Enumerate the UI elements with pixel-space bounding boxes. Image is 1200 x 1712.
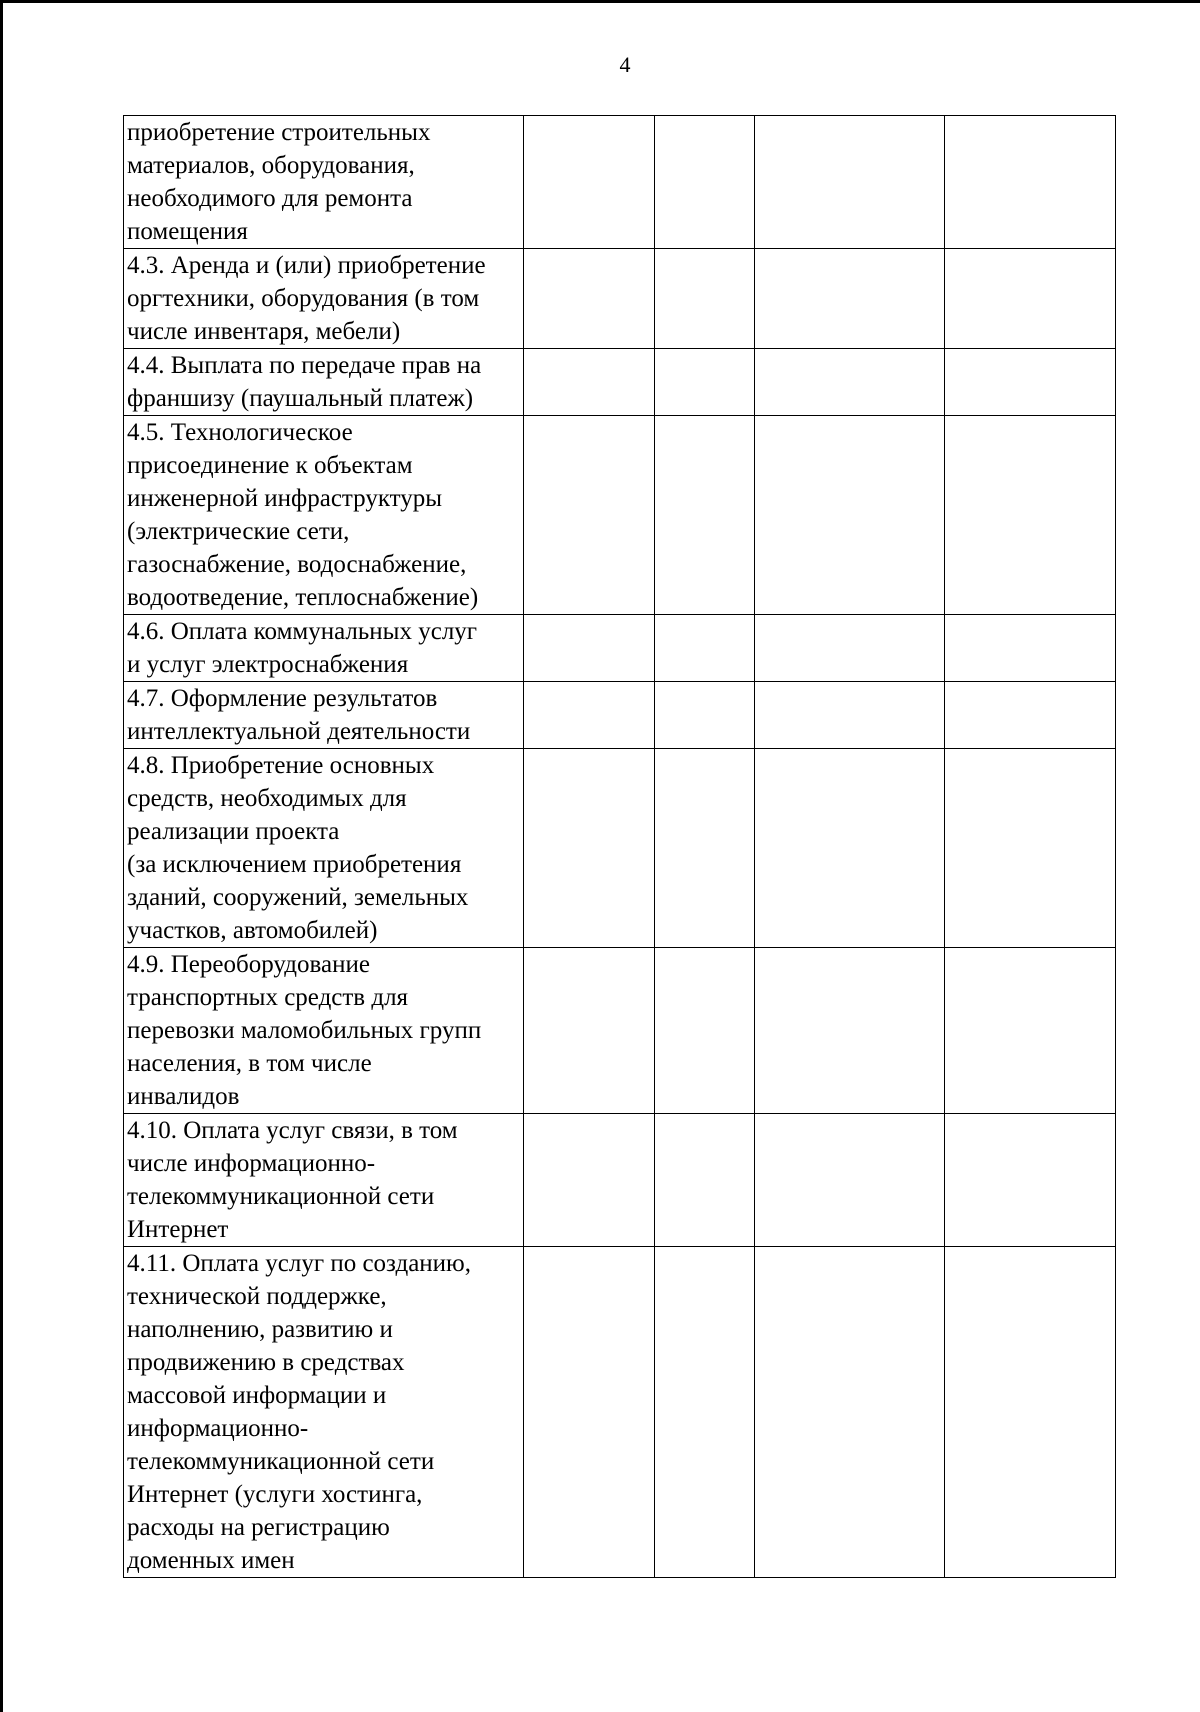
item-text: 4.4. Выплата по передаче прав на франшизу (паушальный платеж) <box>127 352 482 412</box>
value-cell <box>945 116 1116 249</box>
value-cell <box>755 749 945 948</box>
value-cell <box>945 416 1116 615</box>
value-cell <box>524 1114 655 1247</box>
value-cell <box>755 349 945 416</box>
value-cell <box>945 1114 1116 1247</box>
item-text: 4.5. Технологическое присоединение к объектам инженерной инфраструктуры (электрические сети, газоснабжение, водоснабжение, водоотведение, теплоснабжение) <box>127 419 479 611</box>
table-row <box>124 249 1116 349</box>
value-cell <box>945 615 1116 682</box>
value-cell <box>524 682 655 749</box>
value-cell <box>945 948 1116 1114</box>
value-cell <box>524 416 655 615</box>
page-left-border <box>0 0 3 1712</box>
item-name-cell <box>124 1247 524 1578</box>
item-text: 4.3. Аренда и (или) приобретение оргтехники, оборудования (в том числе инвентаря, мебели) <box>127 252 486 345</box>
table-row <box>124 1114 1116 1247</box>
item-name-cell <box>124 416 524 615</box>
item-text: 4.11. Оплата услуг по созданию, технической поддержке, наполнению, развитию и продвижению в средствах массовой информации и информационно- телекоммуникационной сети Интернет (услуги хостинга, расходы на регистрацию доменных имен <box>127 1250 471 1574</box>
value-cell <box>524 749 655 948</box>
table-row <box>124 615 1116 682</box>
table-row <box>124 1247 1116 1578</box>
value-cell <box>755 615 945 682</box>
table-row <box>124 682 1116 749</box>
item-name-cell <box>124 349 524 416</box>
value-cell <box>755 249 945 349</box>
page-top-border <box>0 0 1200 3</box>
item-text: 4.9. Переоборудование транспортных средств для перевозки маломобильных групп населения, в том числе инвалидов <box>127 951 482 1110</box>
item-name-cell <box>124 1114 524 1247</box>
item-name-cell <box>124 682 524 749</box>
value-cell <box>755 1247 945 1578</box>
value-cell <box>655 116 755 249</box>
value-cell <box>655 1247 755 1578</box>
value-cell <box>524 349 655 416</box>
table-row <box>124 948 1116 1114</box>
value-cell <box>655 948 755 1114</box>
cost-items-table <box>123 115 1116 1578</box>
value-cell <box>945 349 1116 416</box>
value-cell <box>655 1114 755 1247</box>
value-cell <box>655 682 755 749</box>
item-text: приобретение строительных материалов, оборудования, необходимого для ремонта помещения <box>127 119 431 245</box>
value-cell <box>755 948 945 1114</box>
item-text: 4.8. Приобретение основных средств, необходимых для реализации проекта (за исключением приобретения зданий, сооружений, земельных участков, автомобилей) <box>127 752 469 944</box>
item-name-cell <box>124 615 524 682</box>
item-text: 4.6. Оплата коммунальных услуг и услуг электроснабжения <box>127 618 478 678</box>
page-number: 4 <box>619 52 631 77</box>
value-cell <box>655 249 755 349</box>
value-cell <box>755 1114 945 1247</box>
value-cell <box>755 682 945 749</box>
value-cell <box>524 116 655 249</box>
value-cell <box>945 1247 1116 1578</box>
value-cell <box>655 349 755 416</box>
value-cell <box>655 416 755 615</box>
value-cell <box>655 749 755 948</box>
value-cell <box>655 615 755 682</box>
value-cell <box>524 1247 655 1578</box>
value-cell <box>524 948 655 1114</box>
value-cell <box>945 249 1116 349</box>
table-row <box>124 116 1116 249</box>
item-name-cell <box>124 249 524 349</box>
value-cell <box>524 615 655 682</box>
item-name-cell <box>124 749 524 948</box>
item-text: 4.10. Оплата услуг связи, в том числе информационно- телекоммуникационной сети Интернет <box>127 1117 458 1243</box>
item-text: 4.7. Оформление результатов интеллектуальной деятельности <box>127 685 471 745</box>
value-cell <box>945 749 1116 948</box>
item-name-cell <box>124 948 524 1114</box>
item-name-cell <box>124 116 524 249</box>
table-row <box>124 416 1116 615</box>
table-row <box>124 349 1116 416</box>
value-cell <box>755 416 945 615</box>
table-row <box>124 749 1116 948</box>
value-cell <box>524 249 655 349</box>
value-cell <box>945 682 1116 749</box>
value-cell <box>755 116 945 249</box>
